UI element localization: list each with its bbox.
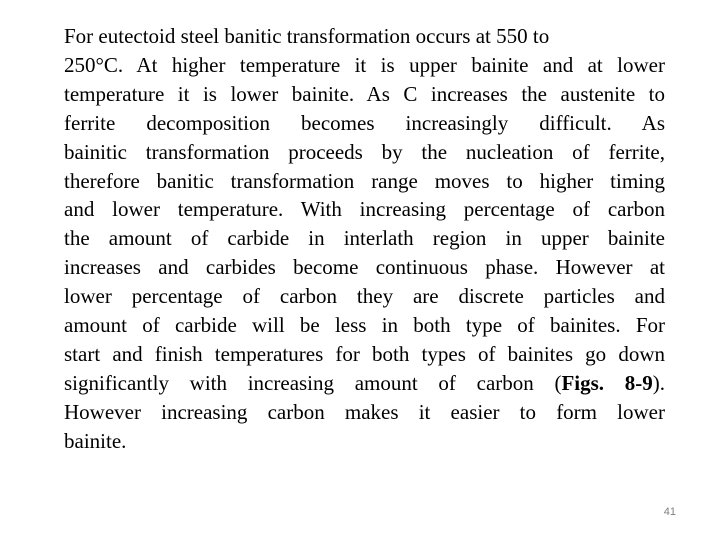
text-line-13-start: significantly with increasing amount of carbon ( bbox=[64, 370, 562, 395]
text-line-10: lower percentage of carbon they are discrete particles and bbox=[64, 284, 665, 309]
text-line-14: However increasing carbon makes it easier to form lower bbox=[64, 399, 665, 424]
text-line-1: For eutectoid steel banitic transformation occurs at 550 to bbox=[64, 24, 550, 48]
text-line-6: therefore banitic transformation range moves to higher timing bbox=[64, 168, 665, 193]
text-line-12: start and finish temperatures for both types of bainites go down bbox=[64, 341, 665, 366]
text-line-13-end: ). bbox=[652, 370, 666, 395]
text-line-2: 250°C. At higher temperature it is upper bainite and at lower bbox=[64, 52, 665, 77]
text-line-15: bainite. bbox=[64, 428, 127, 453]
text-line-13 bbox=[64, 369, 665, 398]
text-line-4: ferrite decomposition becomes increasingly difficult. As bbox=[64, 110, 665, 135]
text-line-8: the amount of carbide in interlath region in upper bainite bbox=[64, 226, 665, 251]
text-line-7: and lower temperature. With increasing percentage of carbon bbox=[64, 197, 665, 222]
text-line-9: increases and carbides become continuous phase. However at bbox=[64, 255, 665, 280]
figure-reference: Figs. 8-9 bbox=[561, 370, 653, 395]
body-paragraph bbox=[64, 22, 665, 456]
text-line-3: temperature it is lower bainite. As C increases the austenite to bbox=[64, 81, 665, 106]
page-number: 41 bbox=[663, 506, 676, 518]
text-line-5: bainitic transformation proceeds by the nucleation of ferrite, bbox=[64, 139, 665, 164]
text-line-11: amount of carbide will be less in both type of bainites. For bbox=[64, 313, 665, 338]
